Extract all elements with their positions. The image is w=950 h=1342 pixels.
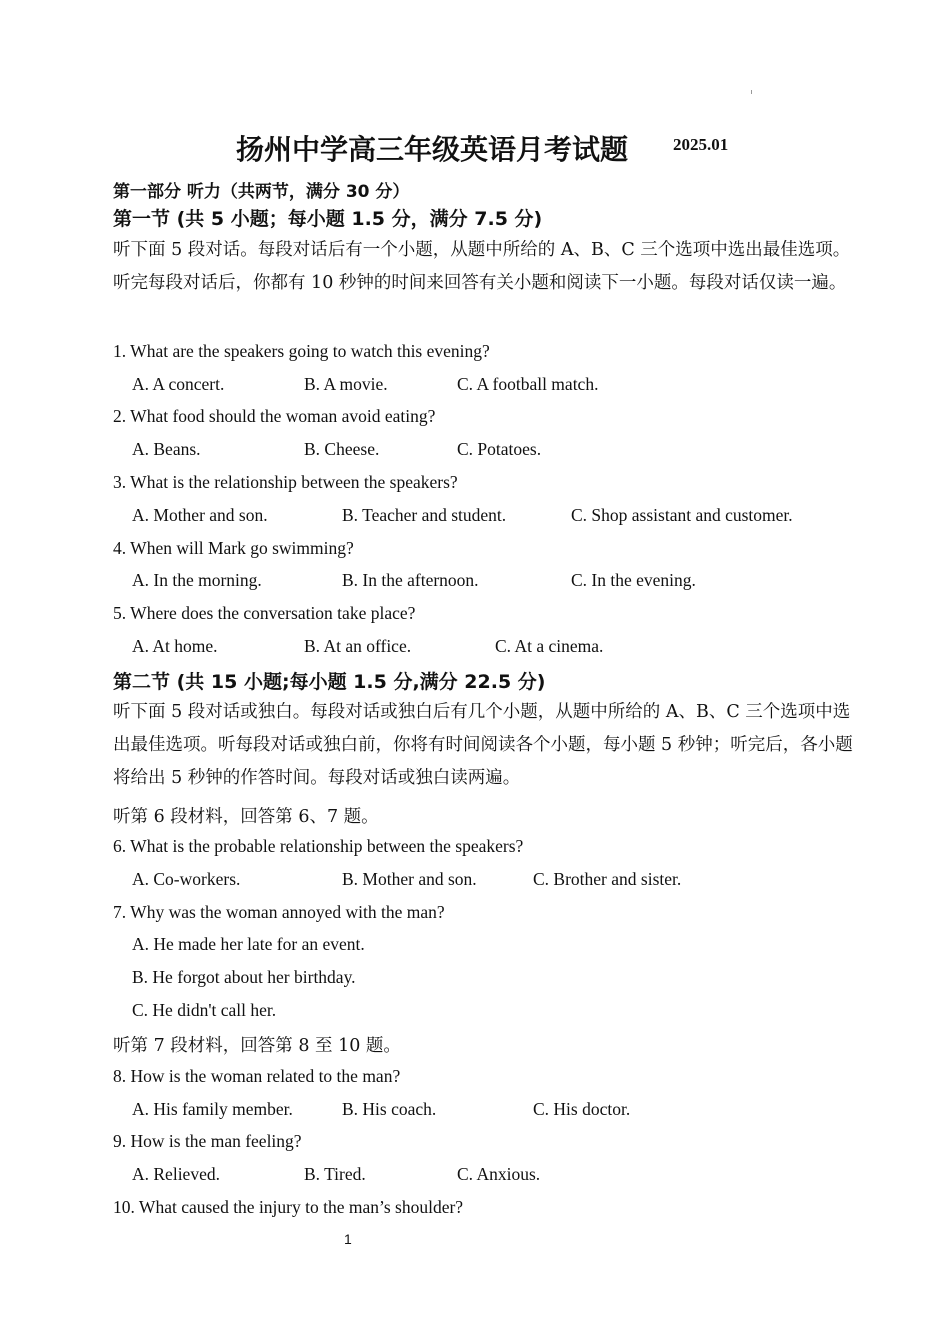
question-8: 8. How is the woman related to the man?: [113, 1066, 401, 1086]
q8-option-b: B. His coach.: [342, 1099, 437, 1119]
section1-heading: 第一节 (共 5 小题；每小题 1.5 分，满分 7.5 分): [113, 208, 543, 230]
q5-option-c: C. At a cinema.: [495, 636, 604, 656]
exam-date: 2025.01: [673, 135, 729, 154]
q8-option-a: A. His family member.: [132, 1099, 293, 1119]
q5-option-a: A. At home.: [132, 636, 218, 656]
q7-option-b: B. He forgot about her birthday.: [132, 967, 356, 987]
section2-heading: 第二节 (共 15 小题;每小题 1.5 分,满分 22.5 分): [113, 671, 546, 693]
q1-option-a: A. A concert.: [132, 374, 225, 394]
q8-option-c: C. His doctor.: [533, 1099, 631, 1119]
question-7: 7. Why was the woman annoyed with the man?: [113, 902, 445, 922]
q1-option-b: B. A movie.: [304, 374, 388, 394]
q4-option-c: C. In the evening.: [571, 570, 696, 590]
q4-option-a: A. In the morning.: [132, 570, 262, 590]
question-2: 2. What food should the woman avoid eating?: [113, 406, 436, 426]
q2-option-c: C. Potatoes.: [457, 439, 542, 459]
material-7-note: 听第 7 段材料，回答第 8 至 10 题。: [113, 1036, 401, 1056]
question-4: 4. When will Mark go swimming?: [113, 538, 354, 558]
q9-option-c: C. Anxious.: [457, 1164, 541, 1184]
part1-heading: 第一部分 听力（共两节，满分 30 分）: [113, 182, 410, 202]
question-3: 3. What is the relationship between the speakers?: [113, 472, 458, 492]
question-10: 10. What caused the injury to the man’s shoulder?: [113, 1197, 464, 1217]
material-6-note: 听第 6 段材料，回答第 6、7 题。: [113, 807, 379, 827]
q6-option-b: B. Mother and son.: [342, 869, 477, 889]
title-row: [0, 128, 950, 168]
question-5: 5. Where does the conversation take place?: [113, 603, 416, 623]
question-1: 1. What are the speakers going to watch this evening?: [113, 341, 490, 361]
section2-instructions: 听下面 5 段对话或独白。每段对话或独白后有几个小题，从题中所给的 A、B、C 三个选项中选出最佳选项。听每段对话或独白前，你将有时间阅读各个小题，每小题 5 秒钟；听完后，各小题将给出 5 秒钟的作答时间。每段对话或独白读两遍。: [113, 702, 853, 788]
q2-option-a: A. Beans.: [132, 439, 201, 459]
page-mark: [751, 90, 752, 94]
q7-option-c: C. He didn't call her.: [132, 1000, 277, 1020]
q9-option-a: A. Relieved.: [132, 1164, 220, 1184]
q6-option-a: A. Co-workers.: [132, 869, 241, 889]
q3-option-b: B. Teacher and student.: [342, 505, 507, 525]
q6-option-c: C. Brother and sister.: [533, 869, 682, 889]
question-9: 9. How is the man feeling?: [113, 1131, 302, 1151]
q5-option-b: B. At an office.: [304, 636, 412, 656]
q1-option-c: C. A football match.: [457, 374, 599, 394]
q3-option-a: A. Mother and son.: [132, 505, 268, 525]
q2-option-b: B. Cheese.: [304, 439, 380, 459]
page-number: 1: [344, 1231, 352, 1247]
section1-instructions: 听下面 5 段对话。每段对话后有一个小题，从题中所给的 A、B、C 三个选项中选出最佳选项。听完每段对话后，你都有 10 秒钟的时间来回答有关小题和阅读下一小题。每段对话仅读一遍。: [113, 240, 851, 293]
q4-option-b: B. In the afternoon.: [342, 570, 479, 590]
question-6: 6. What is the probable relationship between the speakers?: [113, 836, 524, 856]
q7-option-a: A. He made her late for an event.: [132, 934, 365, 954]
q3-option-c: C. Shop assistant and customer.: [571, 505, 793, 525]
q9-option-b: B. Tired.: [304, 1164, 366, 1184]
exam-title: 扬州中学高三年级英语月考试题: [236, 133, 629, 166]
